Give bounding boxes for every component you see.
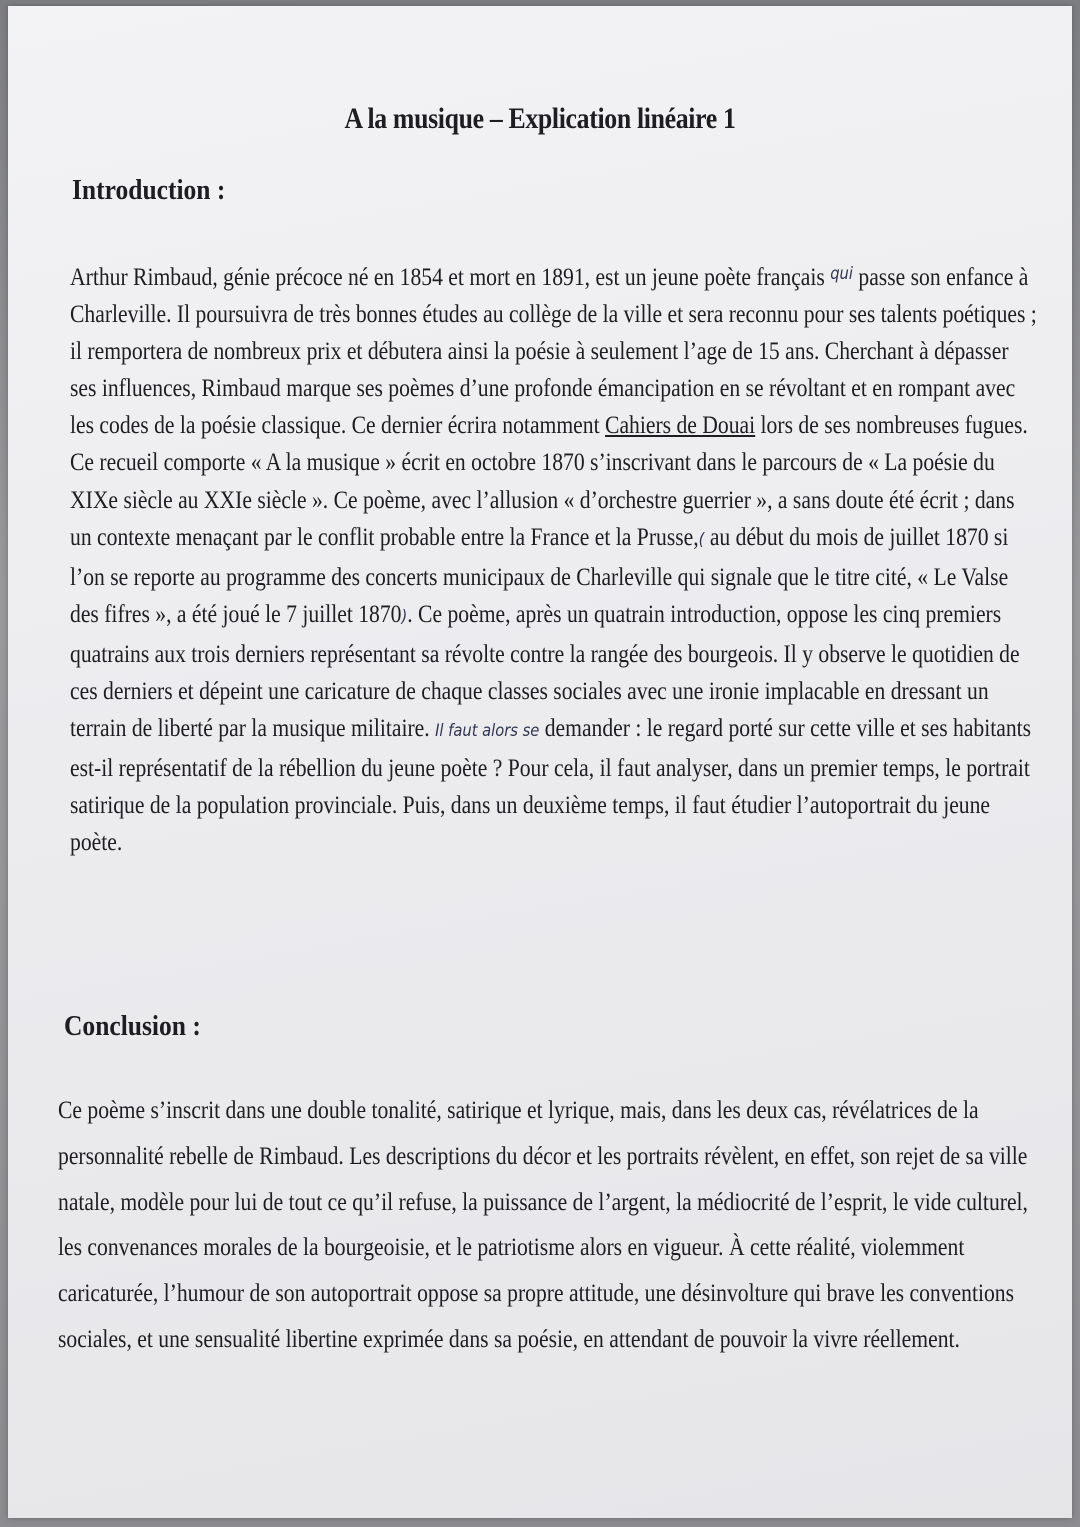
introduction-heading: Introduction :	[72, 174, 226, 206]
paper-sheet	[8, 6, 1072, 1518]
introduction-paragraph	[70, 256, 1039, 862]
work-title-underlined: Cahiers de Douai	[605, 412, 756, 440]
handwritten-close-paren: )	[401, 606, 408, 627]
intro-text-passe: passe	[858, 264, 906, 291]
handwritten-open-paren: (	[698, 529, 705, 550]
intro-text-5: . Ce poème, après un quatrain introduction, oppose les cinq premiers quatrains aux trois derniers représentant sa révolte contre la rangée des bourgeois. Il y observe le quotidien de ces derniers et dépeint une caricature de chaque classes sociales avec une ironie implacable en dressant un terrain de liberté par la musique militaire.	[70, 600, 1020, 743]
intro-text-6: demander : le regard porté sur cette ville et ses habitants est-il représentatif de la rébellion du jeune poète ? Pour cela, il faut analyser, dans un premier temps, le portrait satirique de la population provinciale. Puis, dans un deuxième temps, il faut étudier l’autoportrait du jeune poète.	[70, 715, 1032, 857]
intro-text-3: lors de ses nombreuses fugues. Ce recueil comporte « A la musique » écrit en octobre 1870 s’inscrivant dans le parcours de « La poésie du XIXe siècle au XXIe siècle ». Ce poème, avec l’allusion « d’orchestre guerrier », a sans doute été écrit ; dans un contexte menaçant par le conflit probable entre la France et la Prusse,	[70, 412, 1028, 551]
handwritten-correction-qui: qui	[830, 264, 853, 284]
handwritten-correction-il-faut-alors-se: Il faut alors se	[435, 721, 540, 742]
document-title: A la musique – Explication linéaire 1	[344, 102, 736, 135]
intro-text-4: au début du mois de juillet 1870 si l’on se reporte au programme des concerts municipaux de Charleville qui signale que le titre cité, « Le Valse des fifres », a été joué le 7 juillet 1870	[70, 523, 1009, 628]
conclusion-paragraph: Ce poème s’inscrit dans une double tonalité, satirique et lyrique, mais, dans les deux cas, révélatrices de la personnalité rebelle de Rimbaud. Les descriptions du décor et les portraits révèlent, en effet, son rejet de sa ville natale, modèle pour lui de tout ce qu’il refuse, la puissance de l’argent, la médiocrité de l’esprit, le vide culturel, les convenances morales de la bourgeoisie, et le patriotisme alors en vigueur. À cette réalité, violemment caricaturée, l’humour de son autoportrait oppose sa propre attitude, une désinvolture qui brave les conventions sociales, et une sensualité libertine exprimée dans sa poésie, en attendant de pouvoir la vivre réellement.	[58, 1097, 1028, 1353]
intro-text-2: son enfance à Charleville. Il poursuivra de très bonnes études au collège de la ville et sera reconnu pour ses talents poétiques ; il remportera de nombreux prix et débutera ainsi la poésie à seulement l’age de 15 ans. Cherchant à dépasser ses influences, Rimbaud marque ses poèmes d’une profonde émancipation en se révoltant et en rompant avec les codes de la poésie classique. Ce dernier écrira notamment	[70, 264, 1037, 440]
conclusion-heading: Conclusion :	[64, 1010, 201, 1042]
intro-text-1: Arthur Rimbaud, génie précoce né en 1854 et mort en 1891, est un jeune poète français	[70, 264, 825, 291]
